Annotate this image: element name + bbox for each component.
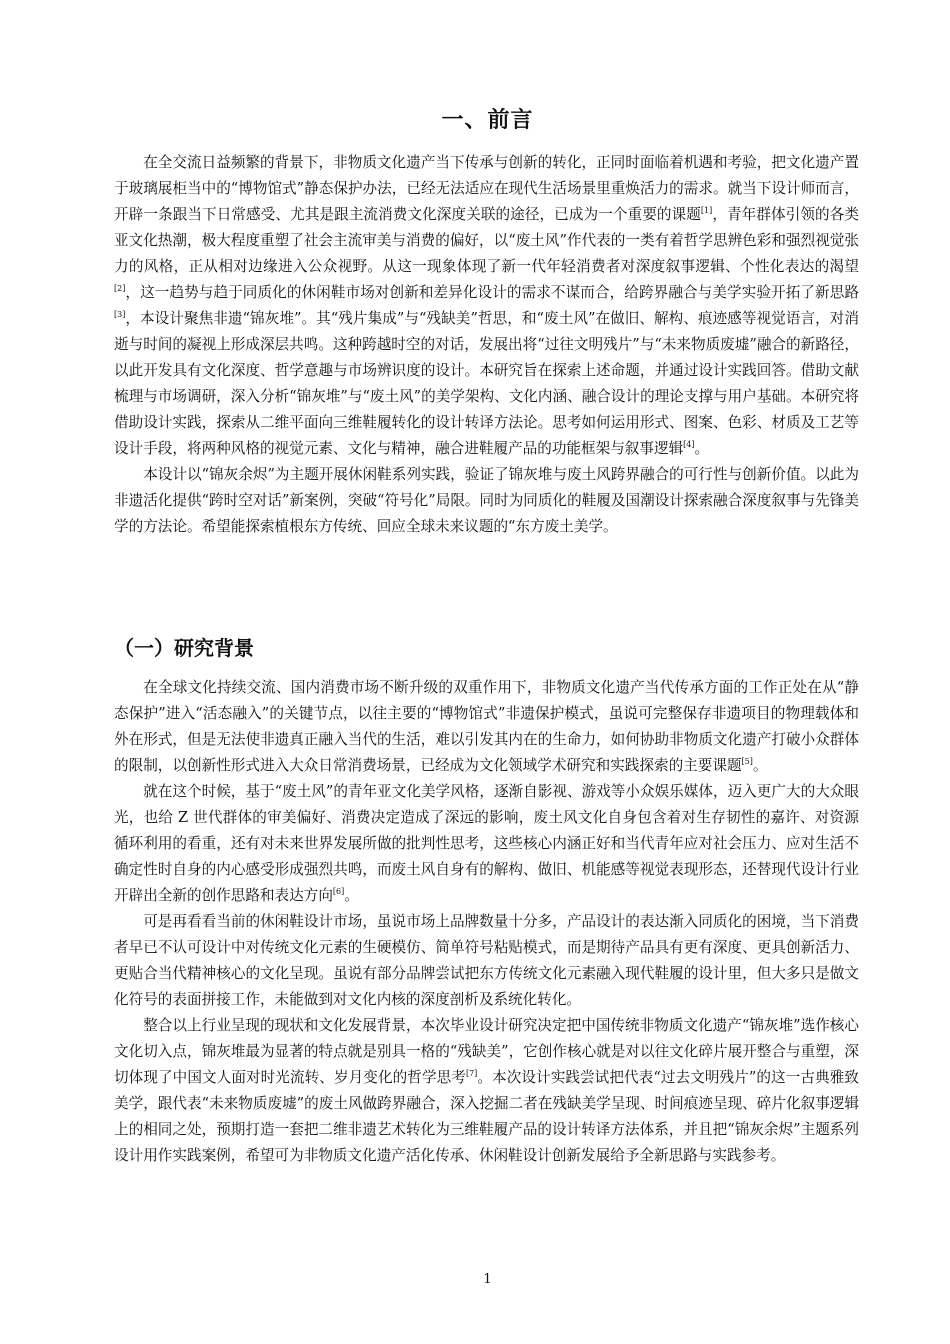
citation-marker: [6]	[332, 887, 345, 897]
paragraph	[114, 909, 859, 1013]
citation-marker: [2]	[114, 284, 126, 294]
paragraph-text: ，青年群体引领的各类亚文化热潮，极大程度重塑了社会主流审美与消费的偏好，以“废土风”作代表的一类有着哲学思辨色彩和强烈视觉张力的风格，正从相对边缘进入公众视野。从这一现象体现了新一代年轻消费者对深度叙事逻辑、个性化表达的渴望	[114, 206, 859, 275]
citation-marker: [1]	[700, 206, 713, 216]
paragraph-text: 。本次设计实践尝试把代表“过去文明残片”的这一古典雅致美学，跟代表“未来物质废墟”的废土风做跨界融合，深入挖掘二者在残缺美学呈现、时间痕迹呈现、碎片化叙事逻辑上的相同之处，预期打造一套把二维非遗艺术转化为三维鞋履产品的设计转译方法体系，并且把“锦灰余烬”主题系列设计用作实践案例，希望可为非物质文化遗产活化传承、休闲鞋设计创新发展给予全新思路与实践参考。	[114, 1069, 859, 1164]
paragraph-text: 可是再看看当前的休闲鞋设计市场，虽说市场上品牌数量十分多，产品设计的表达渐入同质化的困境，当下消费者早已不认可设计中对传统文化元素的生硬模仿、简单符号粘贴模式，而是期待产品具有更有深度、更具创新活力、更贴合当代精神核心的文化呈现。虽说有部分品牌尝试把东方传统文化元素融入现代鞋履的设计里，但大多只是做文化符号的表面拼接工作，未能做到对文化内核的深度剖析及系统化转化。	[114, 913, 859, 1008]
citation-marker: [5]	[741, 757, 753, 767]
paragraph	[114, 150, 859, 462]
paragraph-text: ，这一趋势与趋于同质化的休闲鞋市场对创新和差异化设计的需求不谋而合，给跨界融合与美学实验开拓了新思路	[125, 284, 859, 301]
paragraph-text: 。	[344, 887, 359, 904]
page-number: 1	[483, 1272, 492, 1287]
paragraph-text: ，本设计聚焦非遗“锦灰堆”。其“残片集成”与“残缺美”哲思，和“废土风”在做旧、解构、痕迹感等视觉语言，对消逝与时间的凝视上形成深层共鸣。这种跨越时空的对话，发展出将“过往文明残片”与“未来物质废墟”融合的新路径，以此开发具有文化深度、哲学意趣与市场辨识度的设计。本研究旨在探索上述命题，并通过设计实践回答。借助文献梳理与市场调研，深入分析“锦灰堆”与“废土风”的美学架构、文化内涵、融合设计的理论支撑与用户基础。本研究将借助设计实践，探索从二维平面向三维鞋履转化的设计转译方法论。思考如何运用形式、图案、色彩、材质及工艺等设计手段，将两种风格的视觉元素、文化与精神，融合进鞋履产品的功能框架与叙事逻辑	[114, 310, 859, 457]
paragraph	[114, 462, 859, 540]
paragraph-text: 在全球文化持续交流、国内消费市场不断升级的双重作用下，非物质文化遗产当代传承方面的工作正处在从“静态保护”进入“活态融入”的关键节点，以往主要的“博物馆式”非遗保护模式，虽说可完整保存非遗项目的物理载体和外在形式，但是无法使非遗真正融入当代的生活，难以引发其内在的生命力，如何协助非物质文化遗产打破小众群体的限制，以创新性形式进入大众日常消费场景，已经成为文化领域学术研究和实践探索的主要课题	[114, 679, 859, 774]
paragraph	[114, 675, 859, 779]
subsection-title: （一）研究背景	[114, 636, 254, 660]
paragraph	[114, 779, 859, 909]
paragraph-text: 在全交流日益频繁的背景下，非物质文化遗产当下传承与创新的转化，正同时面临着机遇和考验，把文化遗产置于玻璃展柜当中的“博物馆式”静态保护办法，已经无法适应在现代生活场景里重焕活力的需求。就当下设计师而言，开辟一条跟当下日常感受、尤其是跟主流消费文化深度关联的途径，已成为一个重要的课题	[114, 154, 859, 223]
paragraph-text: 。	[752, 757, 768, 774]
citation-marker: [4]	[683, 440, 695, 450]
intro-text-block	[114, 150, 859, 540]
paragraph	[114, 1013, 859, 1169]
paragraph-text: 。	[694, 440, 710, 457]
background-text-block	[114, 675, 859, 1169]
citation-marker: [7]	[465, 1069, 478, 1079]
paragraph-text: 整合以上行业呈现的现状和文化发展背景，本次毕业设计研究决定把中国传统非物质文化遗产“锦灰堆”选作核心文化切入点，锦灰堆最为显著的特点就是别具一格的“残缺美”，它创作核心就是对以往文化碎片展开整合与重塑，深切体现了中国文人面对时光流转、岁月变化的哲学思考	[114, 1017, 859, 1086]
section-title: 一、前言	[441, 108, 534, 133]
citation-marker: [3]	[114, 310, 126, 320]
paragraph-text: 就在这个时候，基于“废土风”的青年亚文化美学风格，逐渐自影视、游戏等小众娱乐媒体，迈入更广大的大众眼光，也给 Z 世代群体的审美偏好、消费决定造成了深远的影响，废土风文化自身包含着对生存韧性的嘉许、对资源循环利用的看重，还有对未来世界发展所做的批判性思考，这些核心内涵正好和当代青年应对社会压力、应对生活不确定性时自身的内心感受形成强烈共鸣，而废土风自身有的解构、做旧、机能感等视觉表现形态，还替现代设计行业开辟出全新的创作思路和表达方向	[114, 783, 859, 904]
paragraph-text: 本设计以“锦灰余烬”为主题开展休闲鞋系列实践，验证了锦灰堆与废土风跨界融合的可行性与创新价值。以此为非遗活化提供“跨时空对话”新案例，突破“符号化”局限。同时为同质化的鞋履及国潮设计探索融合深度叙事与先锋美学的方法论。希望能探索植根东方传统、回应全球未来议题的“东方废土美学。	[114, 466, 859, 535]
